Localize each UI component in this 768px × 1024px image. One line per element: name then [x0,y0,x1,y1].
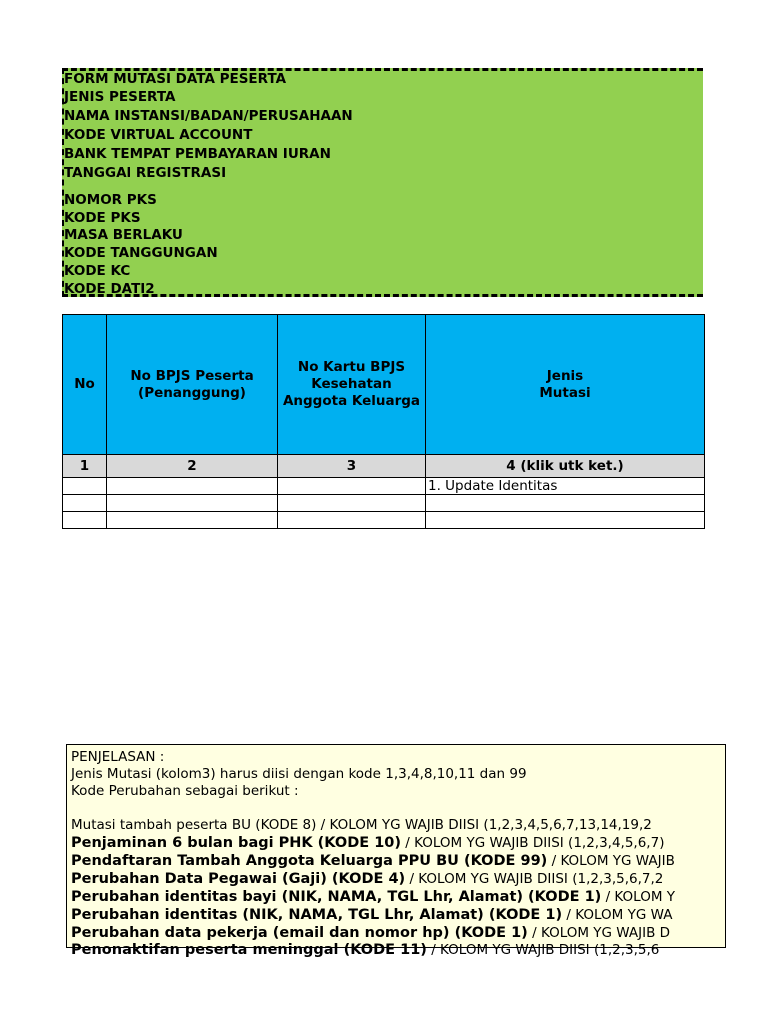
table-cell[interactable] [107,495,278,512]
header-bpjs-peserta: No BPJS Peserta (Penanggung) [107,315,278,455]
item-bold: Pendaftaran Tambah Anggota Keluarga PPU BU (KODE 99) [71,853,548,869]
item-bold: Penjaminan 6 bulan bagi PHK (KODE 10) [71,835,402,851]
item-bold: Perubahan data pekerja (email dan nomor hp) (KODE 1) [71,925,528,941]
explanation-item [71,942,659,959]
item-bold: Penonaktifan peserta meninggal (KODE 11) [71,942,427,958]
table-cell[interactable] [63,478,107,495]
bank-label: BANK TEMPAT PEMBAYARAN IURAN [64,146,331,162]
explanation-item [71,835,664,852]
table-row [63,478,705,495]
kode-tanggungan-label: KODE TANGGUNGAN [64,245,218,261]
item-bold: Perubahan identitas bayi (NIK, NAMA, TGL Lhr, Alamat) (KODE 1) [71,889,602,905]
header-kartu-bpjs: No Kartu BPJS Kesehatan Anggota Keluarga [278,315,426,455]
table-cell[interactable] [278,512,426,529]
table-cell[interactable] [63,495,107,512]
item-text: / KOLOM Y [601,889,676,905]
kode-pks-label: KODE PKS [64,210,141,226]
jenis-peserta-label: JENIS PESERTA [64,89,176,105]
table-row [63,495,705,512]
tanggal-registrasi-label: TANGGAl REGISTRASI [64,165,227,181]
form-title: FORM MUTASI DATA PESERTA [64,71,287,87]
header-no: No [63,315,107,455]
header-jenis-mutasi: Jenis Mutasi [426,315,705,455]
table-cell[interactable] [107,478,278,495]
table-cell[interactable] [278,495,426,512]
table-cell[interactable] [107,512,278,529]
mutasi-table [62,314,705,529]
nomor-pks-label: NOMOR PKS [64,192,157,208]
col-number: 2 [107,455,278,478]
explanation-item [71,871,663,888]
col-number: 3 [278,455,426,478]
explanation-item [71,853,675,870]
kode-kc-label: KODE KC [64,263,131,279]
table-cell-jenis-mutasi[interactable]: 1. Update Identitas [426,478,705,495]
col-number: 1 [63,455,107,478]
explanation-item [71,907,672,924]
kode-dati2-label: KODE DATI2 [64,281,155,297]
item-bold: Perubahan identitas (NIK, NAMA, TGL Lhr, Alamat) (KODE 1) [71,907,563,923]
item-text: / KOLOM YG WAJIB DIISI (1,2,3,5,6,7,2 [405,871,664,887]
masa-berlaku-label: MASA BERLAKU [64,227,183,243]
table-number-row [63,455,705,478]
item-bold: Perubahan Data Pegawai (Gaji) (KODE 4) [71,871,406,887]
kode-va-label: KODE VIRTUAL ACCOUNT [64,127,253,143]
explanation-item [71,817,652,834]
table-row [63,512,705,529]
table-cell[interactable] [278,478,426,495]
explanation-item [71,889,675,906]
item-text: / KOLOM YG WAJIB DIISI (1,2,3,4,5,6,7) [401,835,665,851]
item-text: / KOLOM YG WA [562,907,673,923]
form-header-block [62,68,703,297]
nama-instansi-label: NAMA INSTANSI/BADAN/PERUSAHAAN [64,108,353,124]
item-text: / KOLOM YG WAJIB D [527,925,671,941]
table-cell[interactable] [63,512,107,529]
explanation-line: Jenis Mutasi (kolom3) harus diisi dengan kode 1,3,4,8,10,11 dan 99 [71,766,527,782]
item-text: Mutasi tambah peserta BU (KODE 8) / KOLOM YG WAJIB DIISI (1,2,3,4,5,6,7,13,14,19,2 [71,817,652,833]
explanation-line: Kode Perubahan sebagai berikut : [71,783,299,799]
explanation-box [66,744,726,958]
explanation-item [71,925,670,942]
item-text: / KOLOM YG WAJIB DIISI (1,2,3,5,6 [426,942,660,958]
table-cell-jenis-mutasi[interactable] [426,512,705,529]
table-header-row [63,315,705,455]
table-cell-jenis-mutasi[interactable] [426,495,705,512]
explanation-title: PENJELASAN : [71,749,165,765]
item-text: / KOLOM YG WAJIB [547,853,675,869]
col-number-jenis-mutasi[interactable]: 4 (klik utk ket.) [426,455,705,478]
